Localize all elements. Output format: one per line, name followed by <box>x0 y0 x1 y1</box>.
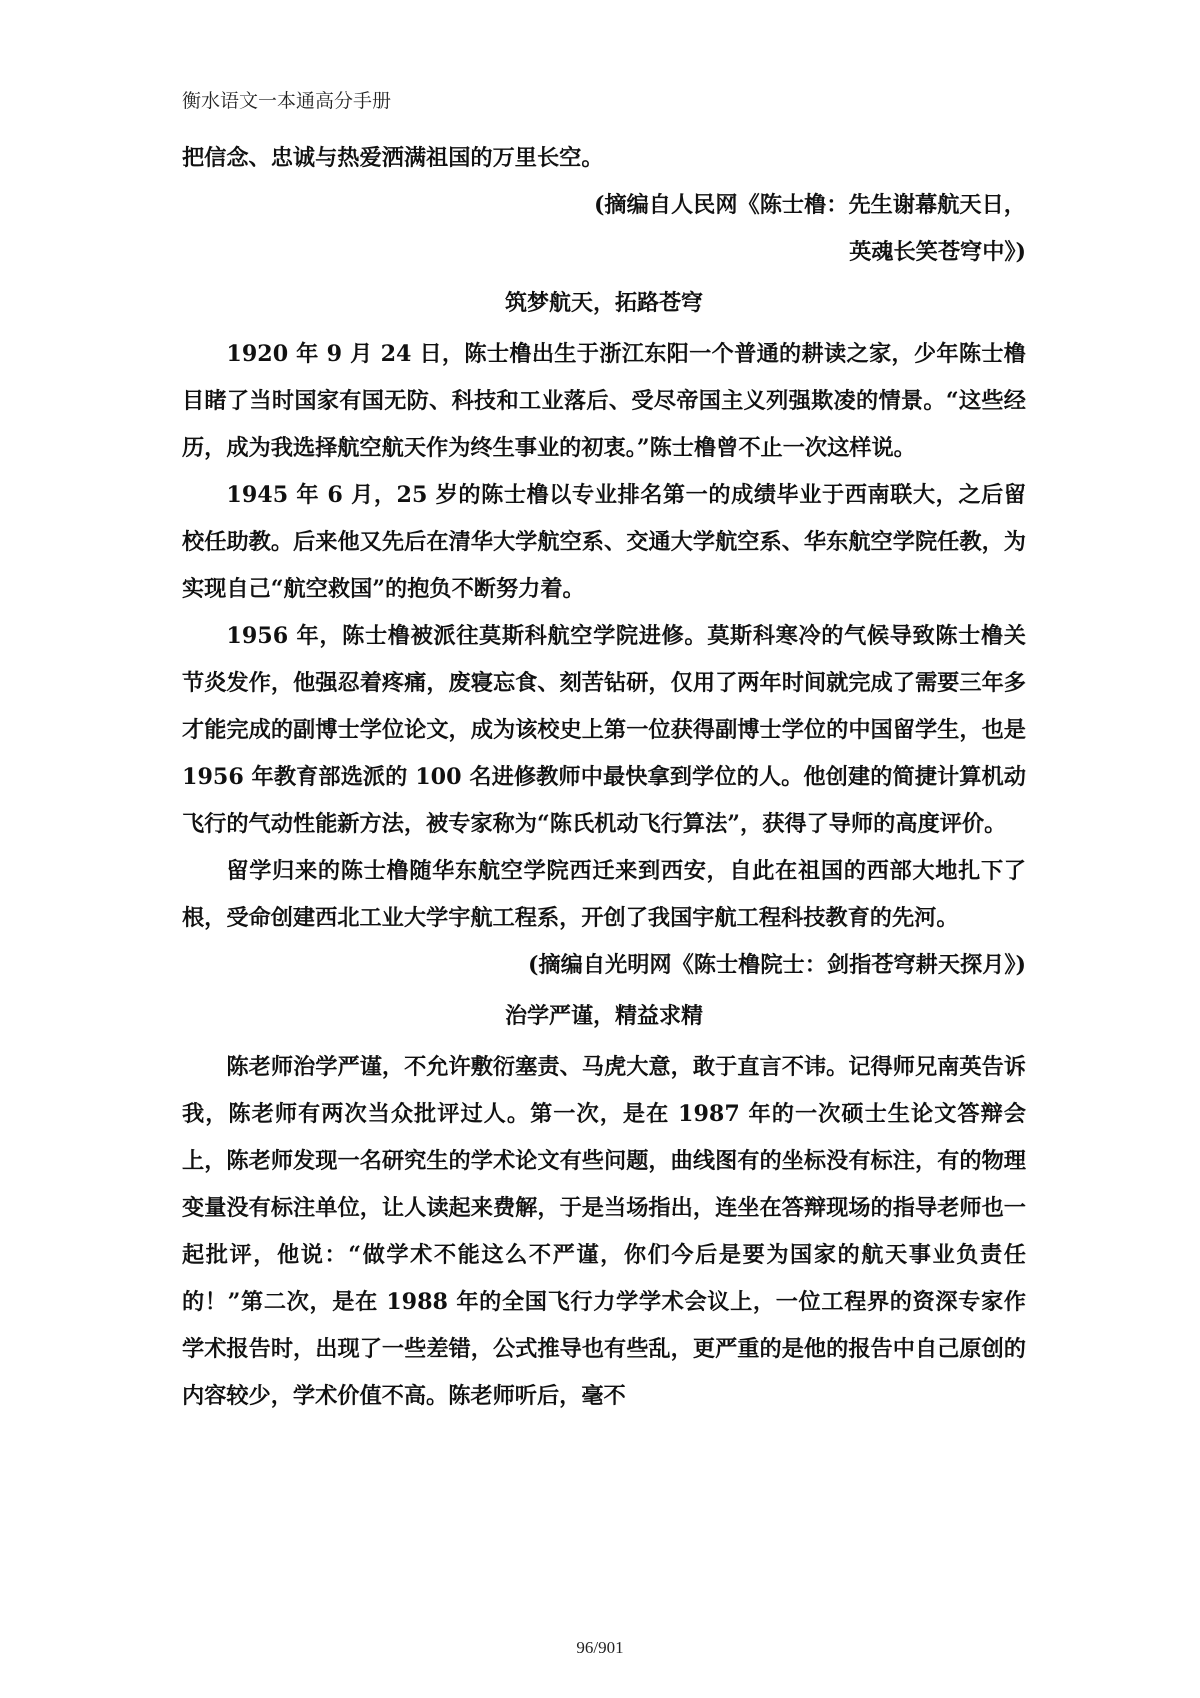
page-number: 96/901 <box>576 1638 624 1657</box>
paragraph: 留学归来的陈士橹随华东航空学院西迁来到西安，自此在祖国的西部大地扎下了根，受命创建西北工业大学宇航工程系，开创了我国宇航工程科技教育的先河。 <box>182 858 1026 931</box>
paragraph: 1920 年 9 月 24 日，陈士橹出生于浙江东阳一个普通的耕读之家，少年陈士橹目睹了当时国家有国无防、科技和工业落后、受尽帝国主义列强欺凌的情景。“这些经历，成为我选择航空航天作为终生事业的初衷。”陈士橹曾不止一次这样说。 <box>182 341 1026 461</box>
section-heading: 筑梦航天，拓路苍穹 <box>504 291 703 316</box>
paragraph: 1945 年 6 月，25 岁的陈士橹以专业排名第一的成绩毕业于西南联大，之后留校任助教。后来他又先后在清华大学航空系、交通大学航空系、华东航空学院任教，为实现自己“航空救国”的抱负不断努力着。 <box>182 482 1026 602</box>
paragraph: 1956 年，陈士橹被派往莫斯科航空学院进修。莫斯科寒冷的气候导致陈士橹关节炎发作，他强忍着疼痛，废寝忘食、刻苦钻研，仅用了两年时间就完成了需要三年多才能完成的副博士学位论文，成为该校史上第一位获得副博士学位的中国留学生，也是 1956 年教育部选派的 100 名进修教师中最快拿到学位的人。他创建的简捷计算机动飞行的气动性能新方法，被专家称为“陈氏机动飞行算法”，获得了导师的高度评价。 <box>182 623 1026 837</box>
source-citation: (摘编自光明网《陈士橹院士：剑指苍穹耕天探月》) <box>527 952 1026 978</box>
running-header: 衡水语文一本通高分手册 <box>182 90 392 112</box>
source-citation-cont: 英魂长笑苍穹中》) <box>849 239 1026 265</box>
source-citation: (摘编自人民网《陈士橹：先生谢幕航天日， <box>593 192 1026 218</box>
paragraph: 陈老师治学严谨，不允许敷衍塞责、马虎大意，敢于直言不讳。记得师兄南英告诉我，陈老师有两次当众批评过人。第一次，是在 1987 年的一次硕士生论文答辩会上，陈老师发现一名研究生的学术论文有些问题，曲线图有的坐标没有标注，有的物理变量没有标注单位，让人读起来费解，于是当场指出，连坐在答辩现场的指导老师也一起批评，他说：“做学术不能这么不严谨，你们今后是要为国家的航天事业负责任的！”第二次，是在 1988 年的全国飞行力学学术会议上，一位工程界的资深专家作学术报告时，出现了一些差错，公式推导也有些乱，更严重的是他的报告中自己原创的内容较少，学术价值不高。陈老师听后，毫不 <box>182 1054 1026 1409</box>
paragraph-continued: 把信念、忠诚与热爱洒满祖国的万里长空。 <box>182 145 604 171</box>
article-body <box>182 135 1026 1420</box>
section-heading: 治学严谨，精益求精 <box>504 1004 703 1029</box>
